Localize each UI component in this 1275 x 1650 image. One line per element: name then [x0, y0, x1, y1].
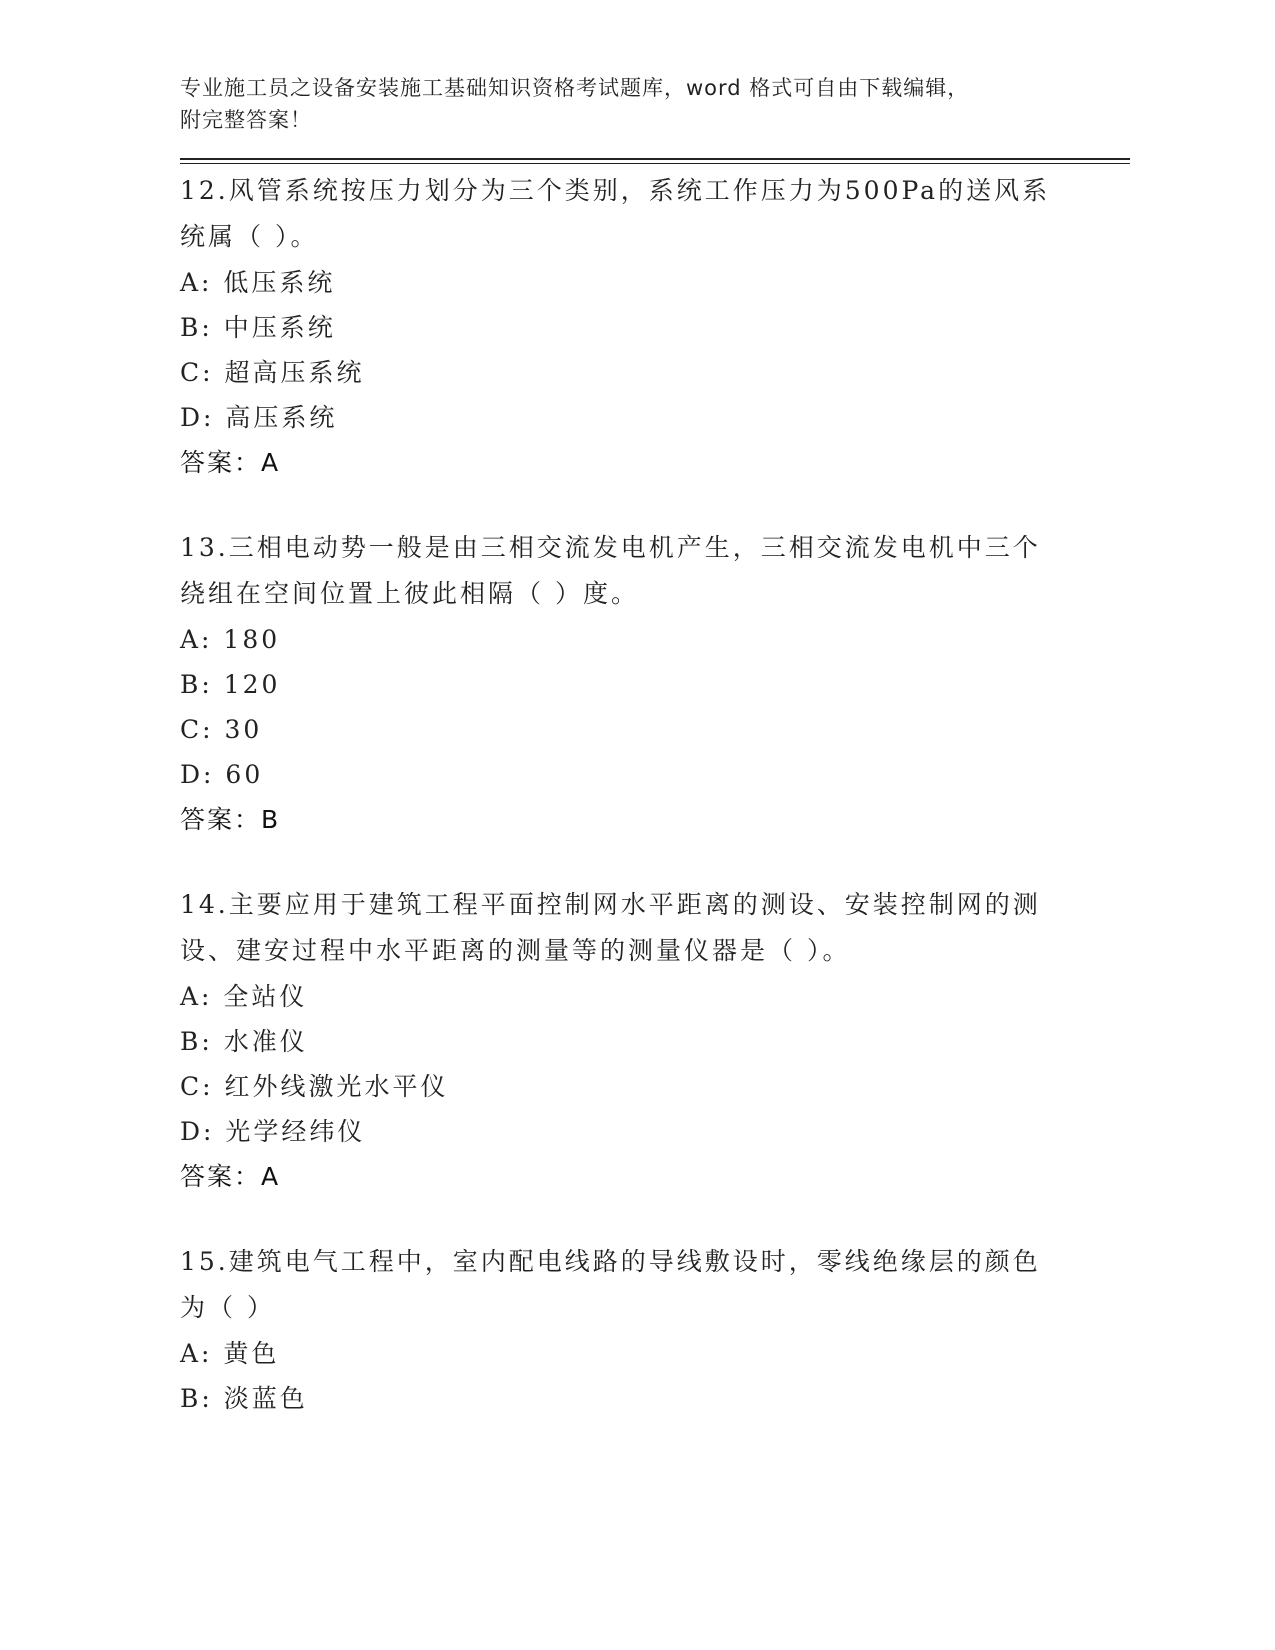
option-b: B: 水准仪 — [180, 1027, 308, 1056]
option-b: B: 淡蓝色 — [180, 1384, 308, 1413]
option-b: B: 120 — [180, 670, 281, 699]
option-a: A: 低压系统 — [180, 268, 336, 297]
question-stem: 设、建安过程中水平距离的测量等的测量仪器是（ ）。 — [180, 936, 851, 965]
option-c: C: 超高压系统 — [180, 358, 365, 387]
option-a: A: 黄色 — [180, 1339, 280, 1368]
question-stem: 15.建筑电气工程中，室内配电线路的导线敷设时，零线绝缘层的颜色 — [180, 1247, 1041, 1276]
header-line-2: 附完整答案！ — [180, 108, 312, 132]
answer: 答案：A — [180, 448, 281, 477]
answer: 答案：B — [180, 805, 281, 834]
option-d: D: 高压系统 — [180, 403, 338, 432]
option-c: C: 红外线激光水平仪 — [180, 1072, 449, 1101]
question-15 — [180, 1239, 1130, 1421]
document-header — [180, 72, 1130, 136]
option-b: B: 中压系统 — [180, 313, 336, 342]
option-a: A: 全站仪 — [180, 982, 308, 1011]
answer: 答案：A — [180, 1162, 281, 1191]
question-stem: 为（ ） — [180, 1293, 275, 1322]
option-d: D: 光学经纬仪 — [180, 1117, 366, 1146]
document-page — [180, 72, 1130, 1421]
header-divider — [180, 158, 1130, 164]
question-stem: 14.主要应用于建筑工程平面控制网水平距离的测设、安装控制网的测 — [180, 890, 1041, 919]
option-d: D: 60 — [180, 760, 264, 789]
question-stem: 绕组在空间位置上彼此相隔（ ）度。 — [180, 579, 639, 608]
option-c: C: 30 — [180, 715, 263, 744]
header-line-1: 专业施工员之设备安装施工基础知识资格考试题库，word 格式可自由下载编辑， — [180, 76, 970, 100]
question-13 — [180, 525, 1130, 842]
question-14 — [180, 882, 1130, 1199]
question-stem: 12.风管系统按压力划分为三个类别，系统工作压力为500Pa的送风系 — [180, 176, 1051, 205]
question-12 — [180, 168, 1130, 485]
question-stem: 13.三相电动势一般是由三相交流发电机产生，三相交流发电机中三个 — [180, 533, 1041, 562]
question-stem: 统属（ ）。 — [180, 222, 319, 251]
option-a: A: 180 — [180, 625, 281, 654]
